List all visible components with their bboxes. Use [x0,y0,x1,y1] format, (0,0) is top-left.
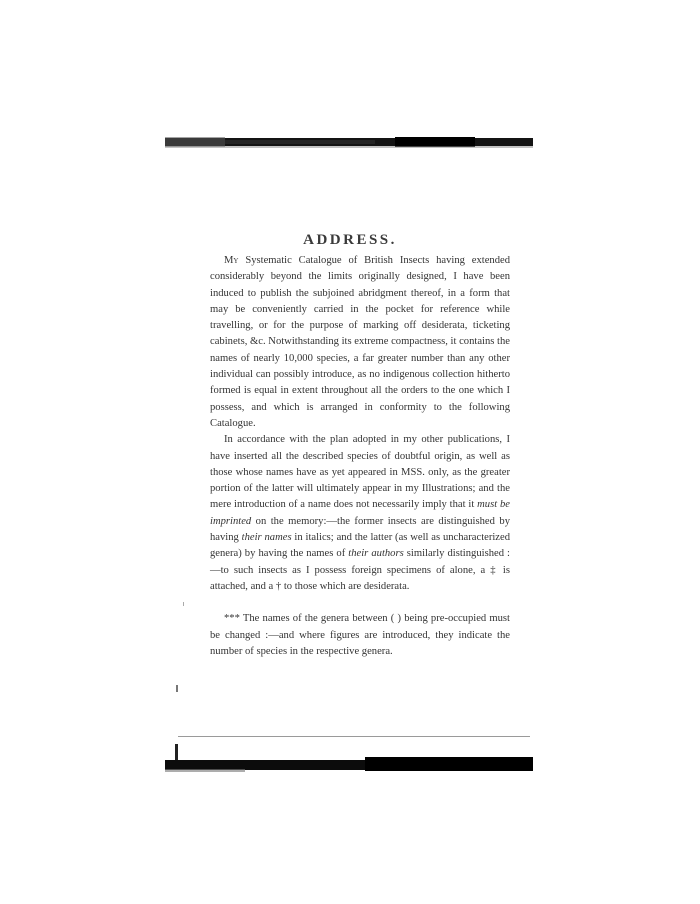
paragraph-2-text-d: similarly distinguished :—to such insects as I possess foreign specimens of alone, a ‡ is attached, and a † to those which are desiderata. [210,548,510,592]
paragraph-1-lead: My [224,255,239,266]
page-title: ADDRESS. [303,232,397,248]
paragraph-1-text: Systematic Catalogue of British Insects having extended considerably beyond the limits originally designed, I have been induced to publish the subjoined abridgment thereof, in a form that may be conveniently carried in the pocket for reference while travelling, or for the purpose of marking off desiderata, ticketing cabinets, &c. Notwithstanding its extreme compactness, it contains the names of nearly 10,000 species, a far greater number than any other individual can possibly introduce, as no indigenous collection hitherto formed is equal in extent throughout all the orders to the one which I possess, and which is arranged in conformity to the following Catalogue. [210,255,510,429]
paragraph-2-text-a: In accordance with the plan adopted in my other publications, I have inserted all the described species of doubtful origin, as well as those whose names have as yet appeared in MSS. only, as the greater portion of the latter will ultimately appear in my Illustrations; and the mere introduction of a name does not necessarily imply that it [210,434,510,511]
paragraph-2-italic-c: their authors [348,548,404,560]
body-text [210,253,510,660]
paragraph-2-text-b: on the memory:—the former insects are distinguished by having [210,515,510,544]
paragraph-3-note: *** The names of the genera between ( ) being pre-occupied must be changed :—and where figures are introduced, they indicate the number of species in the respective genera. [210,613,510,657]
paragraph-2 [210,432,510,595]
top-border-band [165,136,533,148]
paragraph-1 [210,253,510,432]
paragraph-2-text-c: in italics; and the latter (as well as uncharacterized genera) by having the names of [210,532,511,560]
margin-speck [183,602,184,606]
paragraph-2-italic-a: must be imprinted [210,499,510,527]
margin-speck [176,685,178,692]
bottom-border-band [165,744,533,774]
paragraph-2-italic-b: their names [241,532,292,544]
bottom-rule [178,736,530,737]
